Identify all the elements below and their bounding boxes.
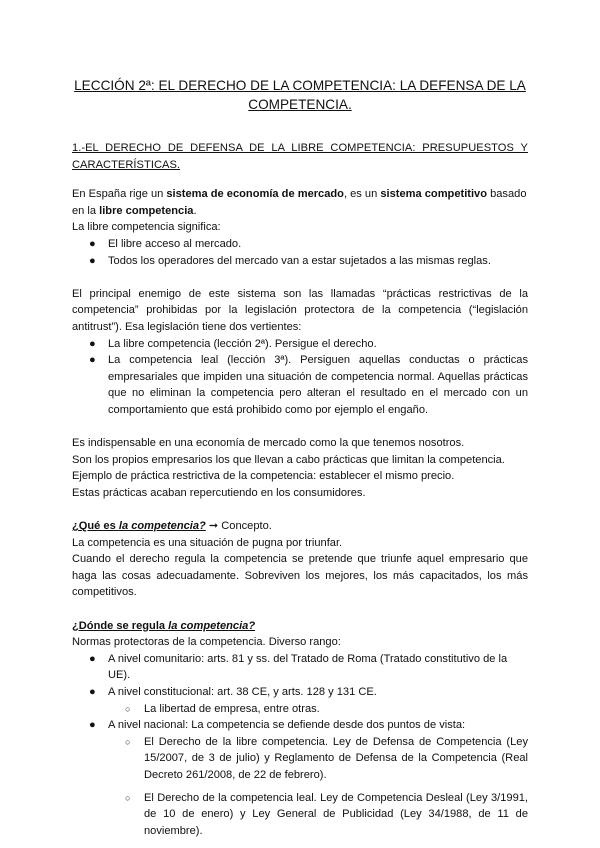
- intro-paragraph: [72, 186, 528, 219]
- question-heading: [72, 618, 528, 635]
- question-text: ¿Qué es: [72, 520, 119, 533]
- bold-term: sistema de economía de mercado: [166, 188, 344, 201]
- enemy-paragraph: El principal enemigo de este sistema son las llamadas “prácticas restrictivas de la competencia” prohibidas por la legislación protectora de la competencia (“legislación antitrust”). Esa legislación tiene dos vertientes:: [72, 287, 528, 333]
- bullet-icon: ●: [89, 354, 96, 367]
- bullet-icon: ●: [89, 337, 96, 350]
- list-item-text: La libre competencia (lección 2ª). Persigue el derecho.: [108, 337, 377, 350]
- paragraph: Es indispensable en una economía de mercado como la que tenemos nosotros.: [72, 437, 465, 450]
- sub-bullet-icon: ○: [125, 736, 131, 747]
- list-item-text: A nivel nacional: La competencia se defiende desde dos puntos de vista:: [108, 719, 466, 732]
- bullet-icon: ●: [89, 652, 96, 665]
- list-item-text: El Derecho de la competencia leal. Ley de Competencia Desleal (Ley 3/1991, de 10 de enero) y Ley General de Publicidad (Ley 34/1988, de 11 de noviembre).: [144, 791, 528, 837]
- list-item-text: El libre acceso al mercado.: [108, 237, 242, 250]
- paragraph: Son los propios empresarios los que llevan a cabo prácticas que limitan la competencia. Ejemplo de práctica restrictiva de la competencia: establecer el mismo precio.: [72, 453, 505, 483]
- paragraph: Cuando el derecho regula la competencia se pretende que triunfe aquel empresario que haga las cosas adecuadamente. Sobreviven los mejores, los más capacitados, los más competitivos.: [72, 553, 528, 599]
- section-heading: 1.-EL DERECHO DE DEFENSA DE LA LIBRE COMPETENCIA: PRESUPUESTOS Y CARACTERÍSTICAS.: [72, 142, 528, 171]
- sub-list-item: [72, 701, 528, 718]
- arrow-icon: ➞: [205, 520, 222, 533]
- list-item: [72, 717, 528, 839]
- list-item-text: El Derecho de la libre competencia. Ley de Defensa de Competencia (Ley 15/2007, de 3 de julio) y Reglamento de Defensa de la Competencia (Real Decreto 261/2008, de 22 de febrero).: [144, 735, 528, 781]
- question-heading: [72, 518, 528, 535]
- list-item: [72, 336, 528, 353]
- bold-term: libre competencia: [99, 204, 194, 217]
- sub-list: [108, 701, 528, 718]
- sub-list-item: [72, 734, 528, 784]
- question-text: la competencia?: [118, 520, 206, 533]
- vertientes-list: [72, 336, 528, 419]
- sub-bullet-icon: ○: [125, 703, 131, 714]
- paragraph: Normas protectoras de la competencia. Diverso rango:: [72, 636, 341, 649]
- bullet-icon: ●: [89, 719, 96, 732]
- bullet-icon: ●: [89, 254, 96, 267]
- list-item: [72, 352, 528, 418]
- list-item-text: A nivel constitucional: art. 38 CE, y arts. 128 y 131 CE.: [108, 686, 377, 698]
- text-run: .: [193, 204, 197, 217]
- sub-bullet-icon: ○: [125, 792, 131, 803]
- paragraph: Estas prácticas acaban repercutiendo en los consumidores.: [72, 486, 366, 499]
- bold-term: sistema competitivo: [380, 188, 488, 201]
- bullet-icon: ●: [89, 686, 96, 698]
- text-run: En España rige un: [72, 188, 167, 201]
- list-item: [72, 253, 528, 270]
- text-run: basado en la: [72, 188, 527, 217]
- intro-bullet-list: [72, 236, 528, 269]
- sub-list-item: [72, 790, 528, 840]
- list-item: [72, 236, 528, 253]
- paragraph: La competencia es una situación de pugna por triunfar.: [72, 536, 343, 549]
- list-item-text: Todos los operadores del mercado van a estar sujetados a las mismas reglas.: [108, 254, 491, 267]
- list-item: [72, 684, 528, 717]
- list-item: [72, 651, 528, 684]
- bullet-icon: ●: [89, 237, 96, 250]
- normas-list: [72, 651, 528, 840]
- sub-list: [108, 734, 528, 840]
- page-title: LECCIÓN 2ª: EL DERECHO DE LA COMPETENCIA: LA DEFENSA DE LA COMPETENCIA.: [74, 78, 526, 112]
- list-item-text: La competencia leal (lección 3ª). Persiguen aquellas conductas o prácticas empresariales que impiden una situación de competencia normal. Aquellas prácticas que no eliminan la competencia pero alteran el resultado en el mercado con un comportamiento que está prohibido como por ejemplo el engaño.: [108, 354, 528, 416]
- intro-definition: La libre competencia significa:: [72, 221, 221, 234]
- text-run: , es un: [343, 188, 381, 201]
- question-text: la competencia?: [168, 619, 256, 632]
- document-page: [72, 76, 528, 839]
- question-answer: Concepto.: [221, 520, 272, 533]
- list-item-text: La libertad de empresa, entre otras.: [144, 702, 320, 715]
- list-item-text: A nivel comunitario: arts. 81 y ss. del Tratado de Roma (Tratado constitutivo de la UE).: [108, 652, 508, 682]
- question-text: ¿Dónde se regula: [72, 619, 169, 632]
